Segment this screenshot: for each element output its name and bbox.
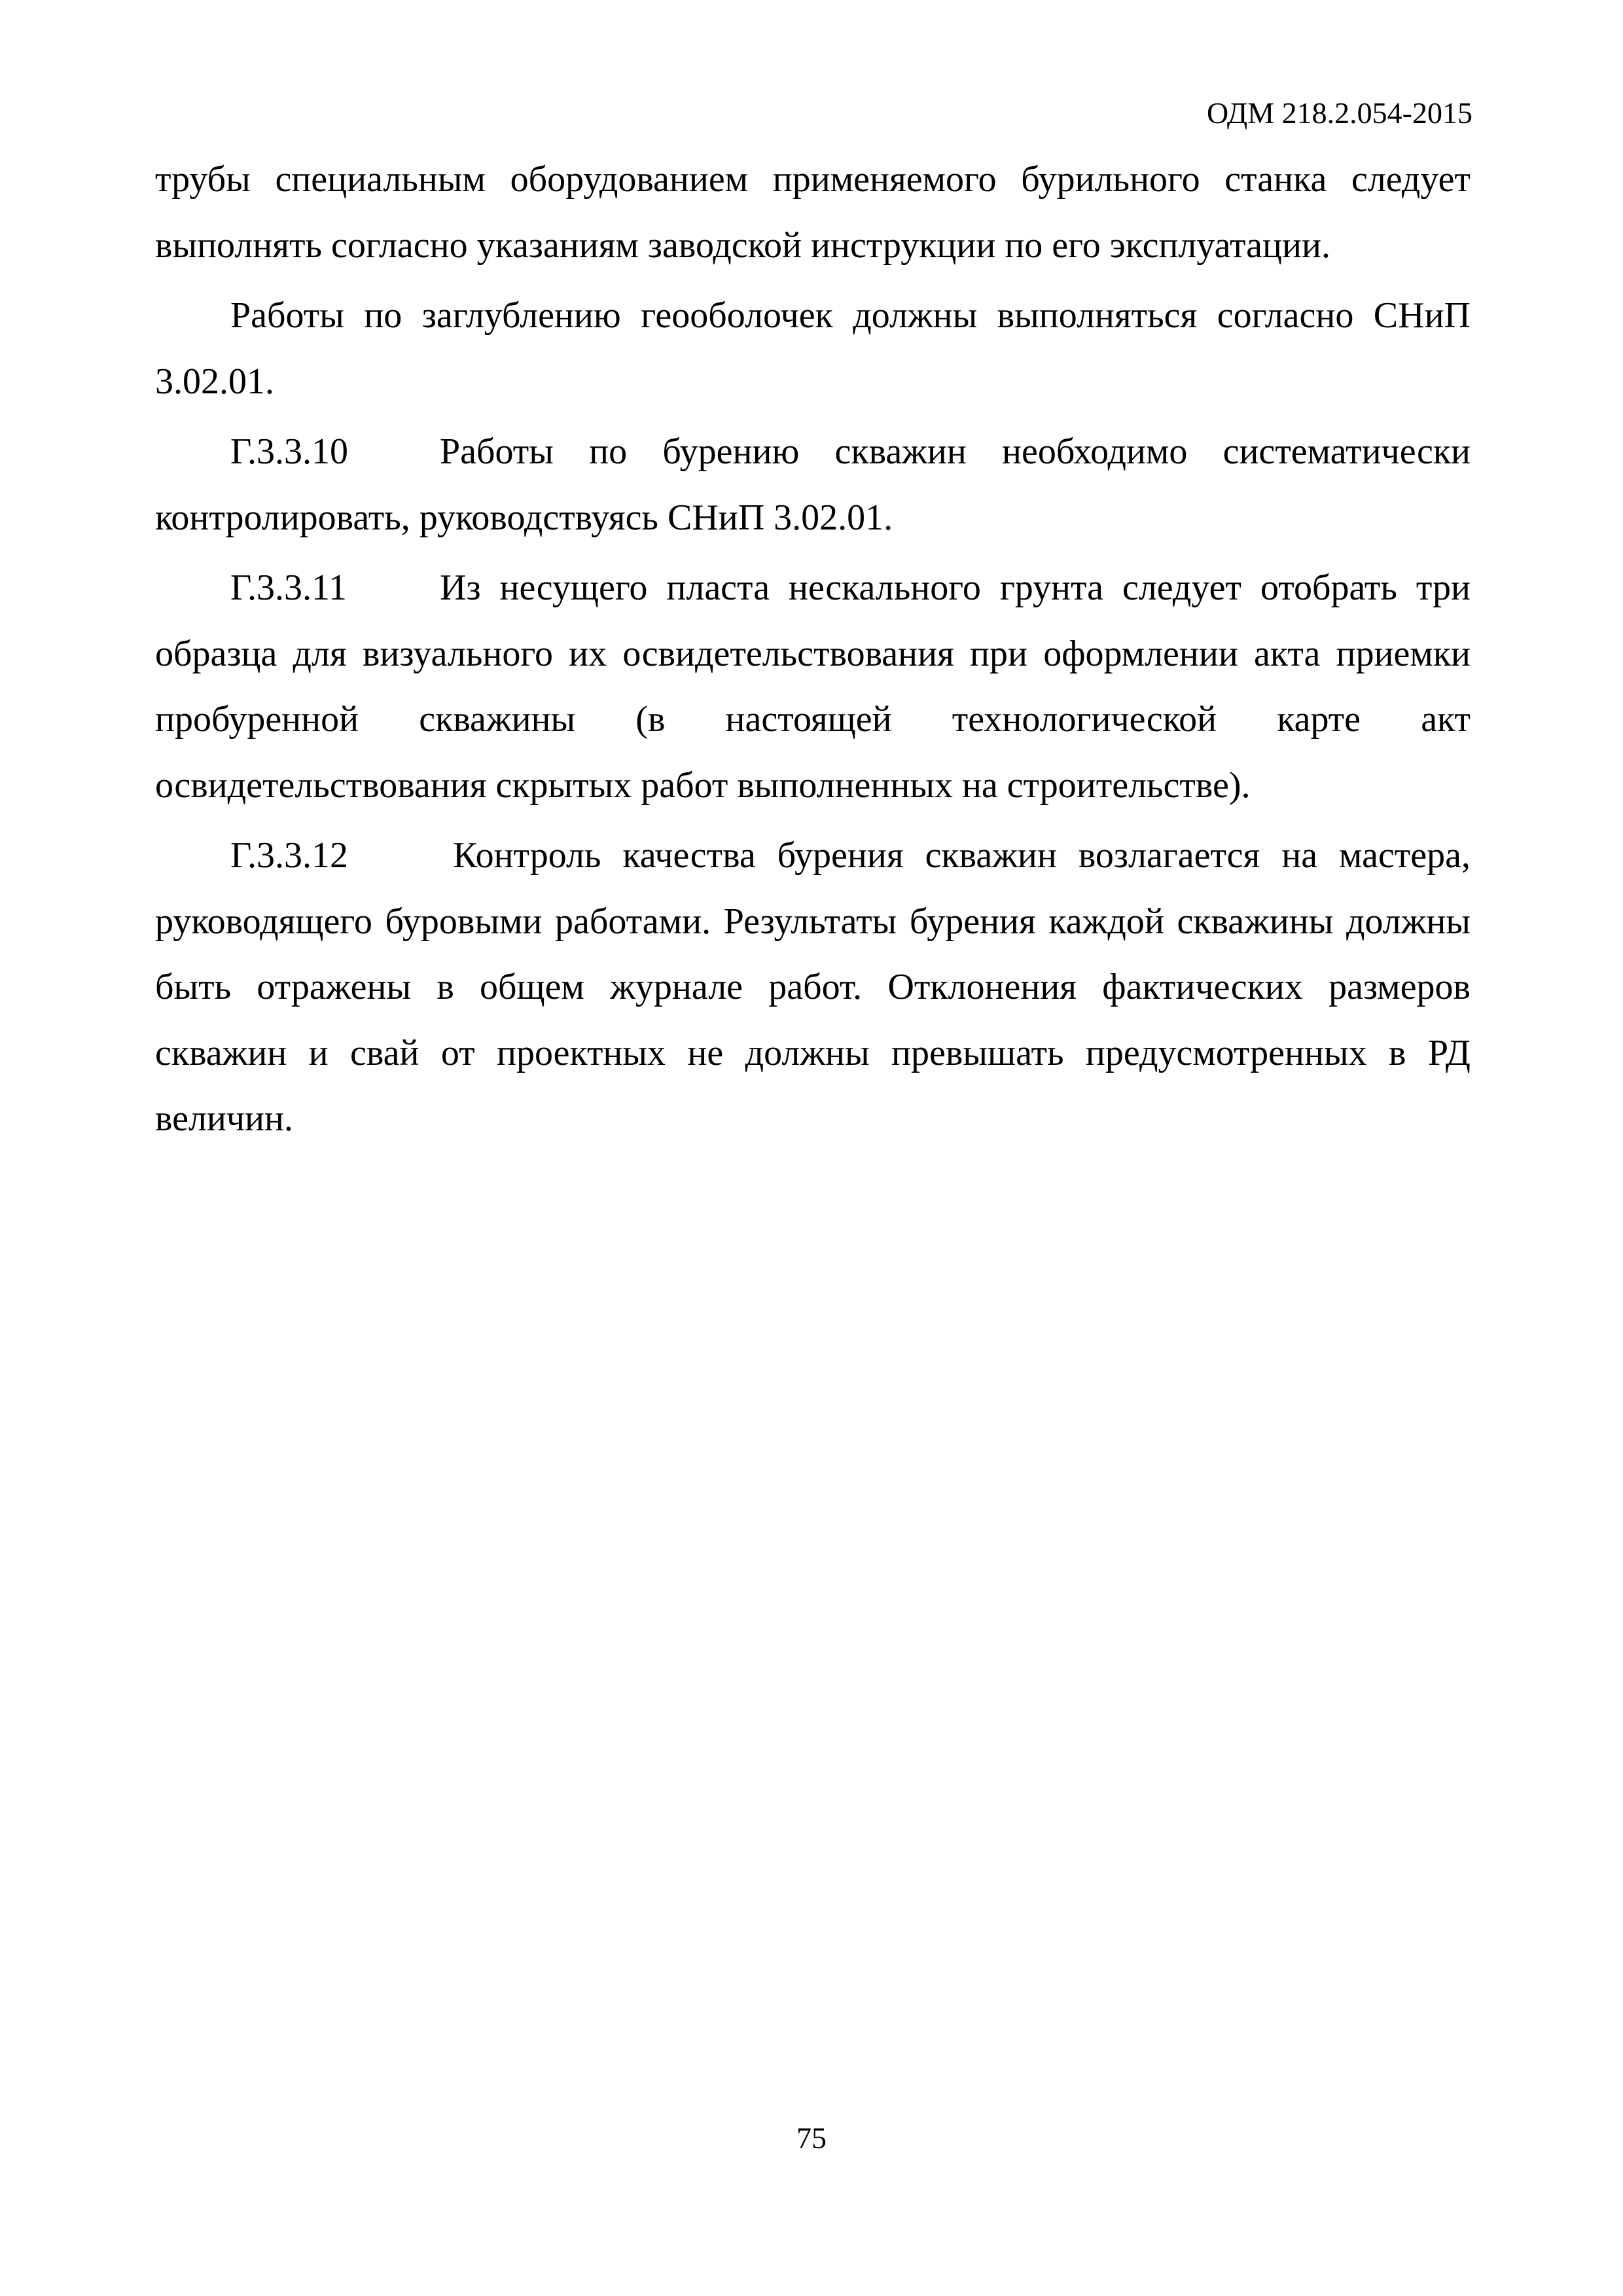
clause-number: Г.3.3.11 — [230, 567, 347, 608]
clause-g-3-3-11 — [155, 555, 1471, 818]
paragraph-geoshells — [155, 283, 1471, 414]
clause-text: Из несущего пласта нескального грунта следует отобрать три образца для визуального их освидетельствования при оформлении акта приемки пробуренной скважины (в настоящей технологической карте акт освидетельствования скрытых работ выполненных на строительстве). — [155, 567, 1471, 806]
page-number: 75 — [796, 2121, 827, 2155]
clause-g-3-3-12 — [155, 823, 1471, 1152]
paragraph-text: Работы по заглублению геооболочек должны выполняться согласно СНиП 3.02.01. — [155, 295, 1471, 402]
clause-g-3-3-10 — [155, 419, 1471, 550]
clause-number: Г.3.3.12 — [230, 835, 349, 876]
paragraph-continuation — [155, 147, 1471, 278]
clause-number: Г.3.3.10 — [230, 431, 349, 472]
clause-text: Контроль качества бурения скважин возлагается на мастера, руководящего буровыми работами. Результаты бурения каждой скважины должны быть отражены в общем журнале работ. Отклонения фактических размеров скважин и свай от проектных не должны превышать предусмотренных в РД величин. — [155, 835, 1471, 1139]
document-code: ОДМ 218.2.054-2015 — [1206, 96, 1472, 130]
clause-text: Работы по бурению скважин необходимо систематически контролировать, руководствуясь СНиП 3.02.01. — [155, 431, 1471, 538]
document-body — [155, 147, 1471, 1157]
paragraph-text: трубы специальным оборудованием применяемого бурильного станка следует выполнять согласно указаниям заводской инструкции по его эксплуатации. — [155, 159, 1471, 266]
